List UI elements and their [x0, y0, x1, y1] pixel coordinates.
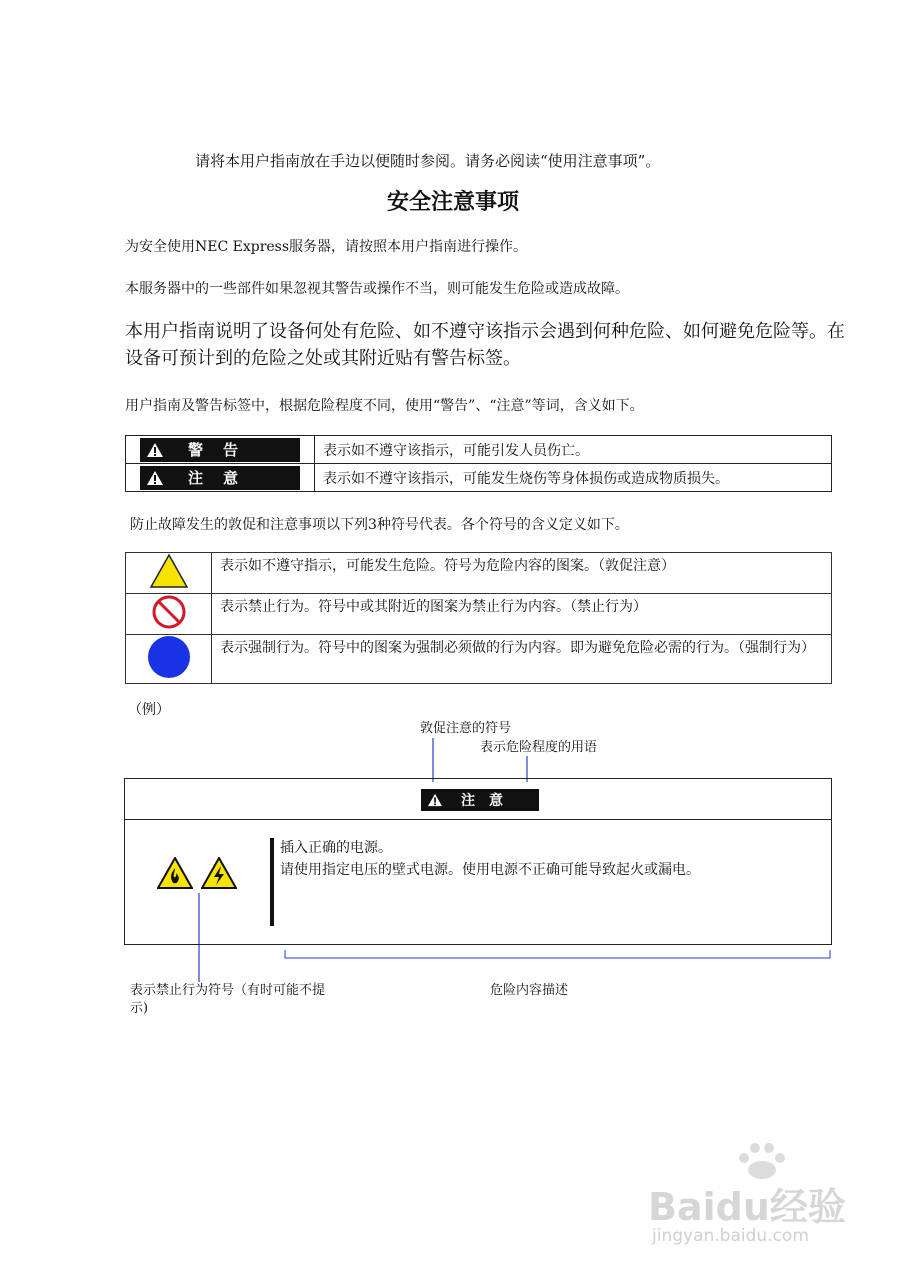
watermark-url: jingyan.baidu.com: [652, 1226, 809, 1246]
symbol-description: 表示禁止行为。符号中或其附近的图案为禁止行为内容。（禁止行为）: [212, 594, 832, 635]
electric-hazard-icon: [201, 857, 237, 889]
symbol-description: 表示强制行为。符号中的图案为强制必须做的行为内容。即为避免危险必需的行为。（强制行为）: [212, 635, 832, 684]
callout-symbol: 敦促注意的符号: [420, 721, 512, 736]
intro-text: 请将本用户指南放在手边以便随时参阅。请务必阅读“使用注意事项”。: [195, 152, 661, 170]
message-bar: [270, 838, 274, 926]
level-description: 表示如不遵守该指示，可能发生烧伤等身体损伤或造成物质损失。: [315, 464, 832, 492]
message-body: 请使用指定电压的壁式电源。使用电源不正确可能导致起火或漏电。: [280, 862, 700, 878]
paragraph-warning-parts: 本服务器中的一些部件如果忽视其警告或操作不当，则可能发生危险或造成故障。: [125, 281, 629, 297]
badge-label: 注意: [188, 469, 259, 487]
watermark-brand: Baidu经验: [648, 1185, 846, 1229]
page-title: 安全注意事项: [386, 190, 519, 215]
warning-triangle-icon: [427, 793, 443, 807]
badge-label: 警告: [188, 441, 259, 459]
level-description: 表示如不遵守该指示，可能引发人员伤亡。: [315, 436, 832, 464]
caution-badge: [421, 789, 539, 811]
baidu-watermark: [640, 1140, 870, 1260]
symbol-description: 表示如不遵守指示，可能发生危险。符号为危险内容的图案。（敦促注意）: [212, 553, 832, 594]
paragraph-usage: 为安全使用NEC Express服务器，请按照本用户指南进行操作。: [125, 239, 528, 255]
fire-hazard-icon: [157, 857, 193, 889]
paragraph-levels-intro: 用户指南及警告标签中，根据危险程度不同，使用“警告”、“注意”等词，含义如下。: [125, 398, 644, 414]
badge-label: 注意: [461, 793, 517, 809]
message-title: 插入正确的电源。: [280, 840, 392, 856]
callout-term: 表示危险程度的用语: [480, 740, 598, 755]
label-prohibition-symbol: 表示禁止行为符号（有时可能不提示): [130, 983, 326, 1016]
paragraph-symbols-intro: 防止故障发生的敦促和注意事项以下列3种符号代表。各个符号的含义定义如下。: [130, 517, 629, 533]
paragraph-guide-explanation: 本用户指南说明了设备何处有危险、如不遵守该指示会遇到何种危险、如何避免危险等。在设备可预计到的危险之处或其附近贴有警告标签。: [125, 321, 845, 369]
divider: [125, 819, 831, 820]
label-hazard-description: 危险内容描述: [490, 983, 569, 998]
paw-icon: [732, 1140, 792, 1180]
example-label: （例）: [128, 702, 170, 718]
